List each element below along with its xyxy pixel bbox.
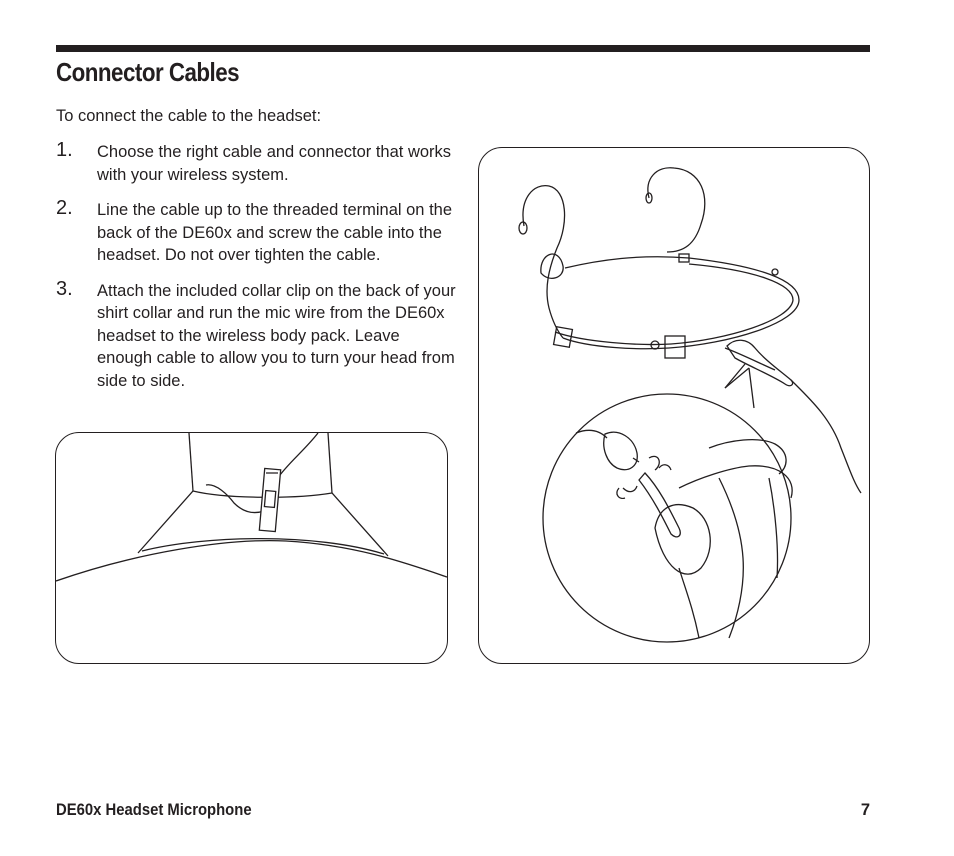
step-item	[56, 277, 456, 393]
step-number: 3.	[56, 277, 73, 300]
footer-product-name: DE60x Headset Microphone	[56, 801, 252, 819]
page-number: 7	[860, 801, 870, 819]
step-item	[56, 141, 456, 186]
header-rule	[56, 45, 870, 52]
step-item	[56, 199, 456, 267]
step-number: 2.	[56, 197, 73, 219]
headset-connector-illustration	[478, 147, 870, 664]
step-text: Attach the included collar clip on the back of your shirt collar and run the mic wire from the DE60x headset to the wireless body pack. Leave enough cable to allow you to turn your head from side to side.	[97, 281, 456, 390]
steps-list	[56, 141, 456, 405]
intro-text: To connect the cable to the headset:	[56, 107, 322, 125]
headset-connector-drawing	[479, 148, 869, 663]
step-number: 1.	[56, 139, 73, 161]
step-text: Choose the right cable and connector that works with your wireless system.	[97, 143, 452, 184]
collar-clip-illustration	[55, 432, 448, 664]
collar-clip-drawing	[56, 433, 447, 663]
step-text: Line the cable up to the threaded terminal on the back of the DE60x and screw the cable into the headset. Do not over tighten the cable.	[97, 201, 452, 264]
page-title: Connector Cables	[56, 57, 240, 87]
